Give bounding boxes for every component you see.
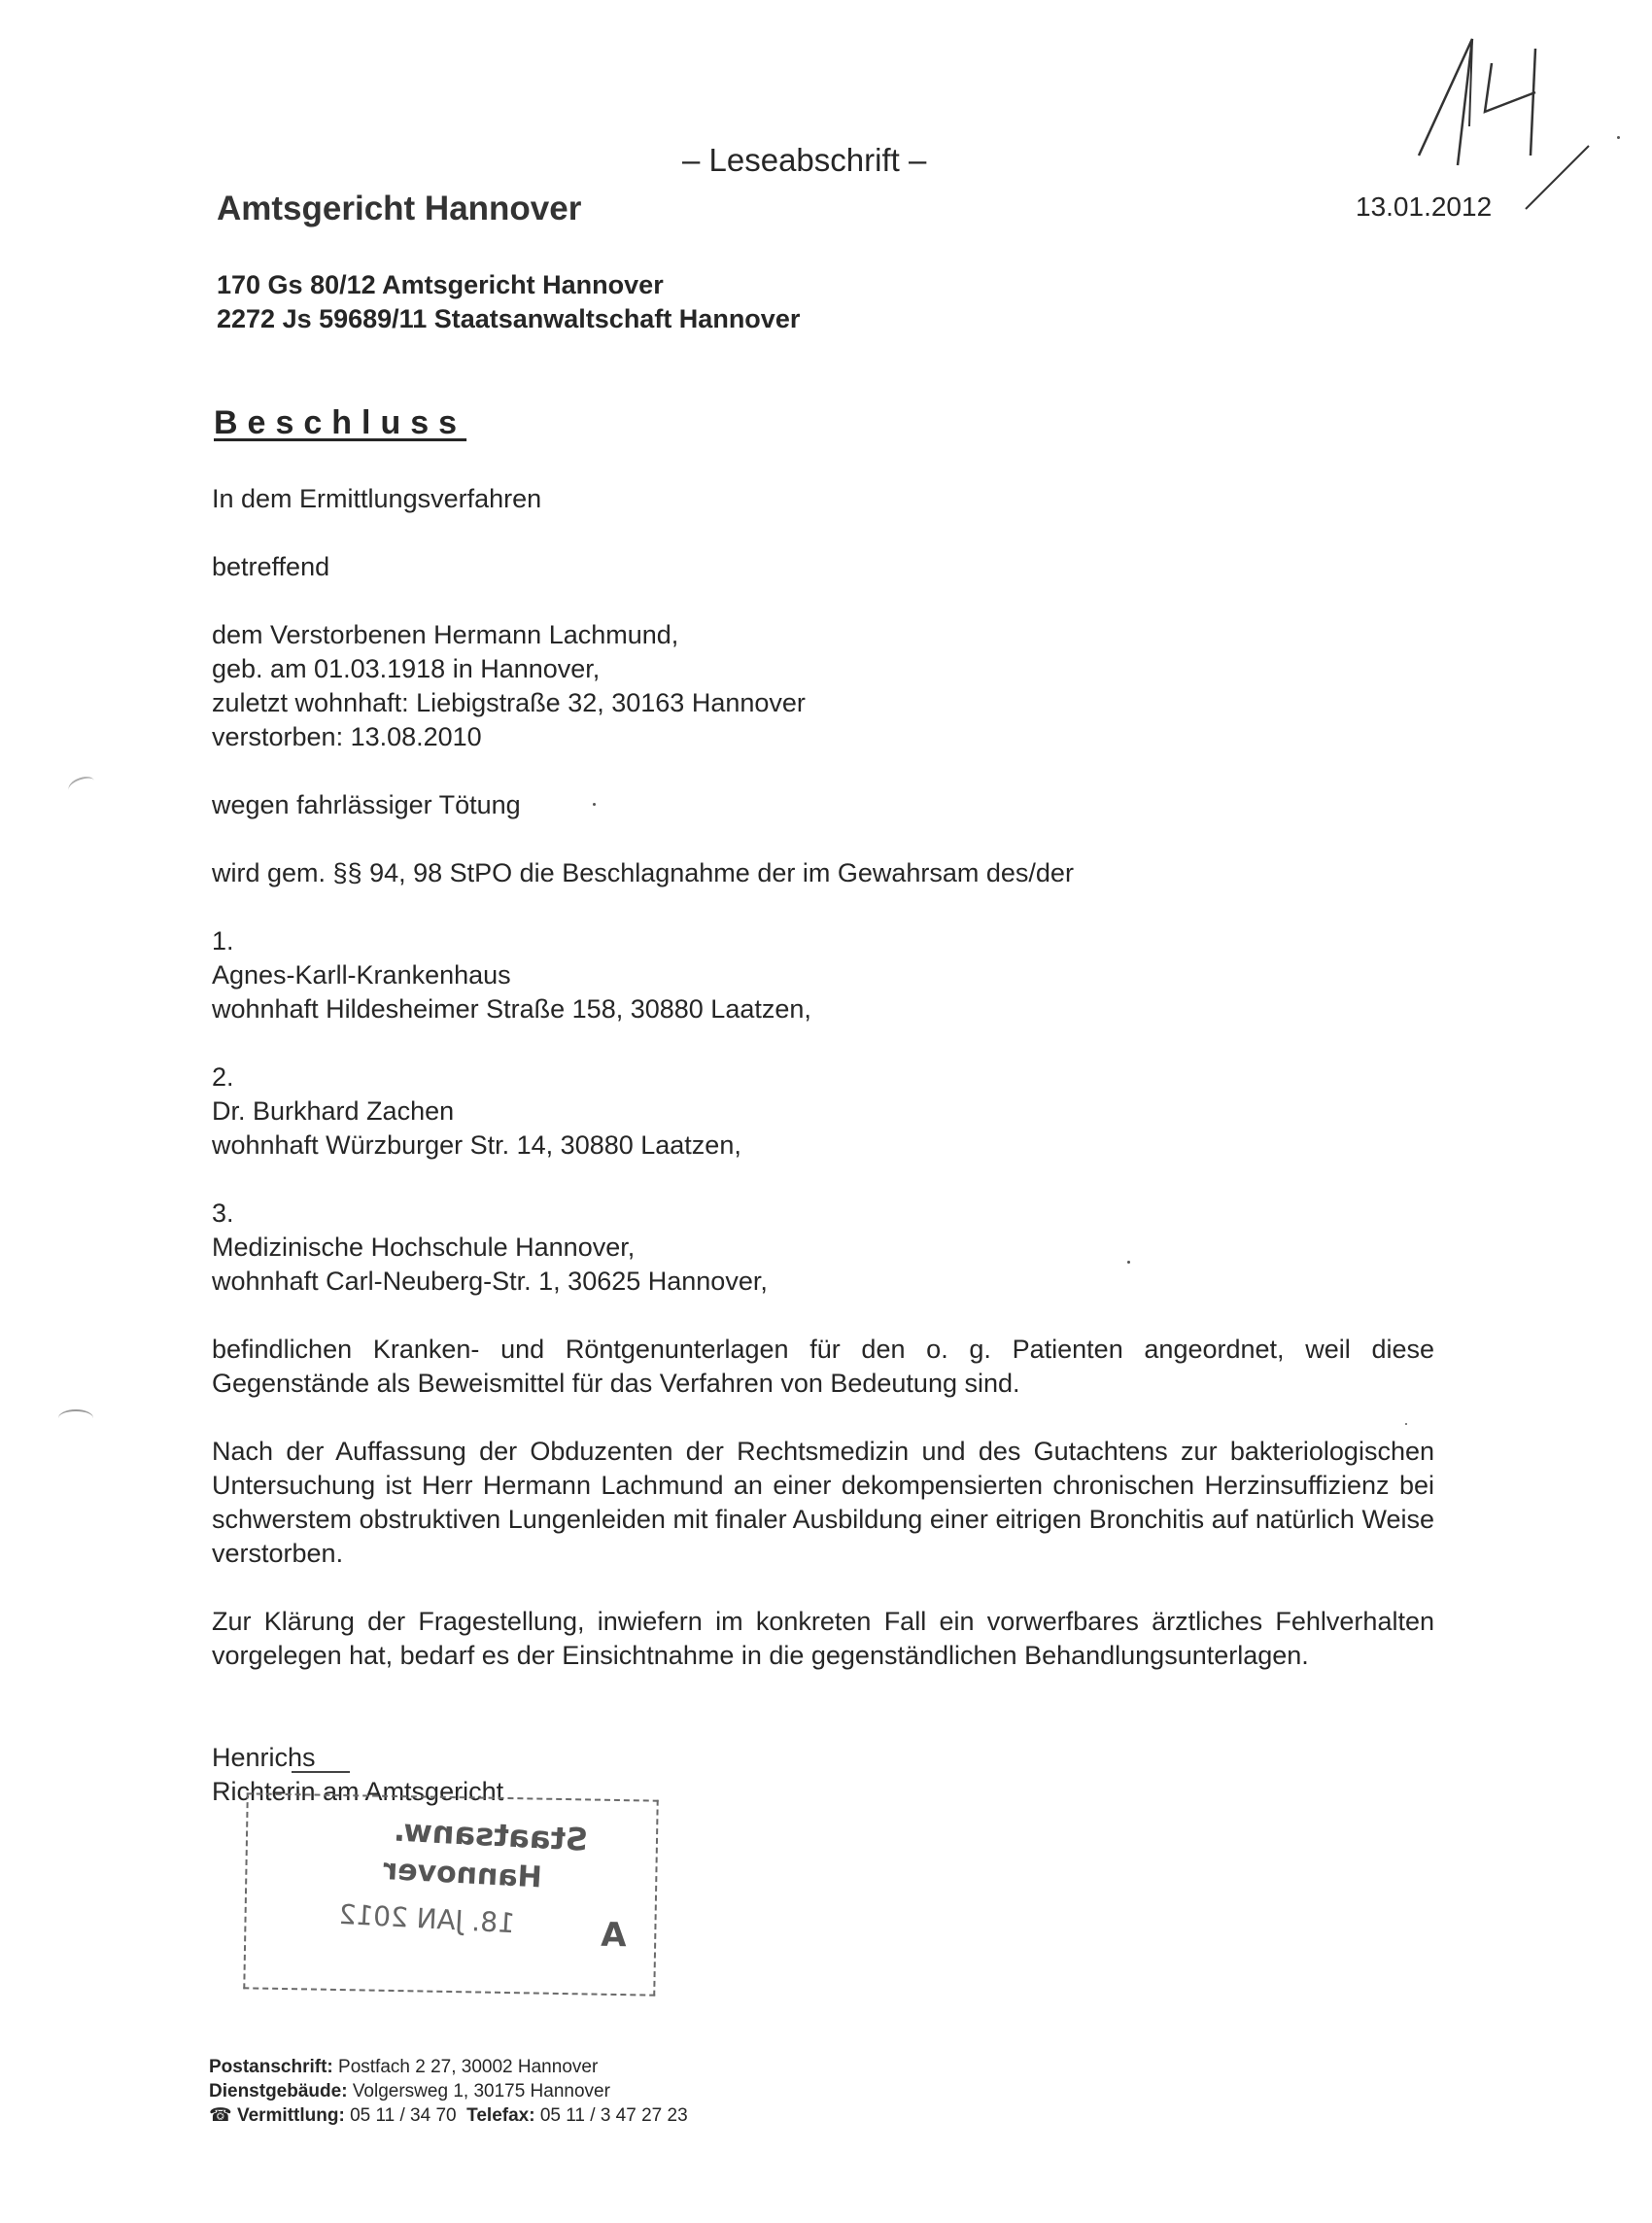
footer-postal xyxy=(209,2055,598,2079)
stamp-letter: A xyxy=(600,1915,627,1956)
prosecutor-reference: 2272 Js 59689/11 Staatsanwaltschaft Hannover xyxy=(217,304,801,333)
footer-fax-label: Telefax: xyxy=(466,2105,535,2126)
scan-speck xyxy=(1127,1261,1130,1264)
scan-speck xyxy=(1405,1423,1407,1425)
footer-building-label: Dienstgebäude: xyxy=(209,2081,348,2101)
party-number: 1. xyxy=(212,926,234,955)
party-address: wohnhaft Würzburger Str. 14, 30880 Laatzen, xyxy=(212,1130,741,1160)
party-name: Medizinische Hochschule Hannover, xyxy=(212,1233,636,1262)
party-number: 3. xyxy=(212,1198,234,1228)
signature-stroke xyxy=(292,1771,350,1773)
document-subtitle: – Leseabschrift – xyxy=(682,142,927,178)
footer-postal-value: Postfach 2 27, 30002 Hannover xyxy=(338,2057,599,2077)
stamp-city: Hannover xyxy=(382,1852,543,1895)
party-address: wohnhaft Hildesheimer Straße 158, 30880 Laatzen, xyxy=(212,994,811,1024)
footer-fax-value: 05 11 / 3 47 27 23 xyxy=(539,2105,688,2126)
deceased-line: dem Verstorbenen Hermann Lachmund, xyxy=(212,620,679,649)
party-name: Agnes-Karll-Krankenhaus xyxy=(212,960,511,990)
concerning-text: betreffend xyxy=(212,552,330,581)
footer-building-value: Volgersweg 1, 30175 Hannover xyxy=(352,2081,610,2101)
deceased-line: verstorben: 13.08.2010 xyxy=(212,722,482,751)
deceased-line: zuletzt wohnhaft: Liebigstraße 32, 30163 Hannover xyxy=(212,688,806,717)
footer-postal-label: Postanschrift: xyxy=(209,2057,333,2077)
stamp-office: Staatsanw. xyxy=(393,1811,589,1858)
court-reference: 170 Gs 80/12 Amtsgericht Hannover xyxy=(217,270,664,299)
footer-phone-value: 05 11 / 34 70 xyxy=(350,2105,457,2126)
scan-speck xyxy=(593,803,596,806)
party-name: Dr. Burkhard Zachen xyxy=(212,1096,455,1126)
document-heading: Beschluss xyxy=(214,404,467,441)
paragraph-seizure: befindlichen Kranken- und Röntgenunterlagen für den o. g. Patienten angeordnet, weil diese Gegenstände als Beweismittel für das Verfahren von Bedeutung sind. xyxy=(212,1335,1434,1398)
footer-contact xyxy=(209,2103,688,2128)
scan-speck xyxy=(1617,136,1620,139)
footer-phone-label: Vermittlung: xyxy=(236,2105,345,2126)
receipt-stamp xyxy=(243,1792,658,1996)
intro-text: In dem Ermittlungsverfahren xyxy=(212,484,542,513)
scan-mark xyxy=(66,774,97,798)
paragraph-reasoning: Zur Klärung der Fragestellung, inwiefern im konkreten Fall ein vorwerfbares ärztliches Fehlverhalten vorgelegen hat, bedarf es der Einsichtnahme in die gegenständlichen Behandlungsunterlagen. xyxy=(212,1607,1434,1670)
party-address: wohnhaft Carl-Neuberg-Str. 1, 30625 Hannover, xyxy=(212,1267,768,1296)
paragraph-findings: Nach der Auffassung der Obduzenten der Rechtsmedizin und des Gutachtens zur bakteriologischen Untersuchung ist Herr Hermann Lachmund an einer dekompensierten chronischen Herzinsuffizienz bei schwerstem obstruktiven Lungenleiden mit finaler Ausbildung einer eitrigen Bronchitis auf natürlich Weise verstorben. xyxy=(212,1437,1434,1568)
handwritten-page-mark xyxy=(1399,19,1594,214)
order-text: wird gem. §§ 94, 98 StPO die Beschlagnahme der im Gewahrsam des/der xyxy=(212,858,1074,887)
party-number: 2. xyxy=(212,1062,234,1092)
phone-icon: ☎ xyxy=(209,2105,232,2126)
charge-text: wegen fahrlässiger Tötung xyxy=(212,790,521,819)
document-date: 13.01.2012 xyxy=(1356,191,1493,222)
footer-building xyxy=(209,2079,610,2103)
scan-mark xyxy=(58,1409,93,1427)
deceased-line: geb. am 01.03.1918 in Hannover, xyxy=(212,654,601,683)
signer-name: Henrichs xyxy=(212,1743,316,1772)
signer-title: Richterin am Amtsgericht xyxy=(212,1777,504,1806)
court-name: Amtsgericht Hannover xyxy=(217,190,582,227)
stamp-date: 18. JAN 2012 xyxy=(337,1897,516,1940)
